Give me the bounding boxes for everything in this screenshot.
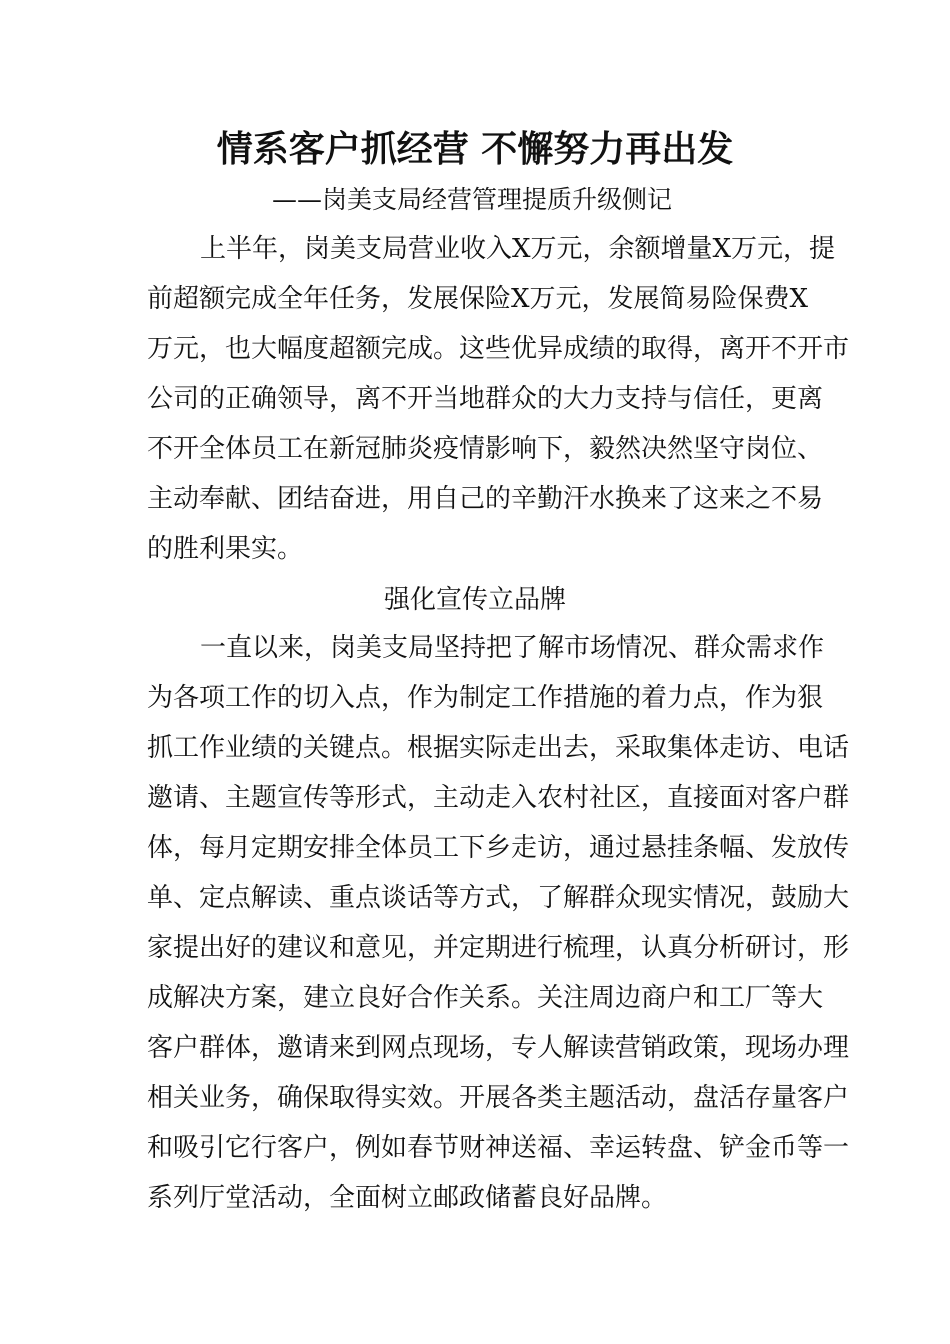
paragraph-1-line-6: 主动奉献、团结奋进，用自己的辛勤汗水换来了这来之不易 — [147, 484, 824, 514]
paragraph-2-line-5: 体，每月定期安排全体员工下乡走访，通过悬挂条幅、发放传 — [147, 833, 850, 863]
paragraph-1-line-1: 上半年，岗美支局营业收入X万元，余额增量X万元，提 — [200, 234, 836, 264]
paragraph-2-line-9: 客户群体，邀请来到网点现场，专人解读营销政策，现场办理 — [147, 1033, 850, 1063]
paragraph-1-line-7: 的胜利果实。 — [147, 534, 304, 564]
paragraph-2-line-2: 为各项工作的切入点，作为制定工作措施的着力点，作为狠 — [147, 683, 824, 713]
paragraph-2-line-10: 相关业务，确保取得实效。开展各类主题活动，盘活存量客户 — [147, 1083, 850, 1113]
paragraph-2-line-8: 成解决方案，建立良好合作关系。关注周边商户和工厂等大 — [147, 983, 824, 1013]
paragraph-1-line-3: 万元，也大幅度超额完成。这些优异成绩的取得，离开不开市 — [147, 334, 850, 364]
paragraph-2-line-6: 单、定点解读、重点谈话等方式，了解群众现实情况，鼓励大 — [147, 883, 850, 913]
paragraph-2-line-7: 家提出好的建议和意见，并定期进行梳理，认真分析研讨，形 — [147, 933, 850, 963]
paragraph-1-line-5: 不开全体员工在新冠肺炎疫情影响下，毅然决然坚守岗位、 — [147, 434, 824, 464]
paragraph-2-line-1: 一直以来，岗美支局坚持把了解市场情况、群众需求作 — [200, 633, 825, 663]
paragraph-1-line-4: 公司的正确领导，离不开当地群众的大力支持与信任，更离 — [147, 384, 824, 414]
paragraph-2-line-11: 和吸引它行客户，例如春节财神送福、幸运转盘、铲金币等一 — [147, 1133, 850, 1163]
paragraph-2-line-4: 邀请、主题宣传等形式，主动走入农村社区，直接面对客户群 — [147, 783, 850, 813]
section-heading: 强化宣传立品牌 — [383, 585, 566, 615]
paragraph-1-line-2: 前超额完成全年任务，发展保险X万元，发展简易险保费X — [147, 284, 809, 314]
article-title: 情系客户抓经营 不懈努力再出发 — [216, 128, 734, 170]
paragraph-2-line-12: 系列厅堂活动，全面树立邮政储蓄良好品牌。 — [147, 1183, 668, 1213]
article-subtitle: ——岗美支局经营管理提质升级侧记 — [272, 185, 673, 214]
paragraph-2-line-3: 抓工作业绩的关键点。根据实际走出去，采取集体走访、电话 — [147, 733, 850, 763]
